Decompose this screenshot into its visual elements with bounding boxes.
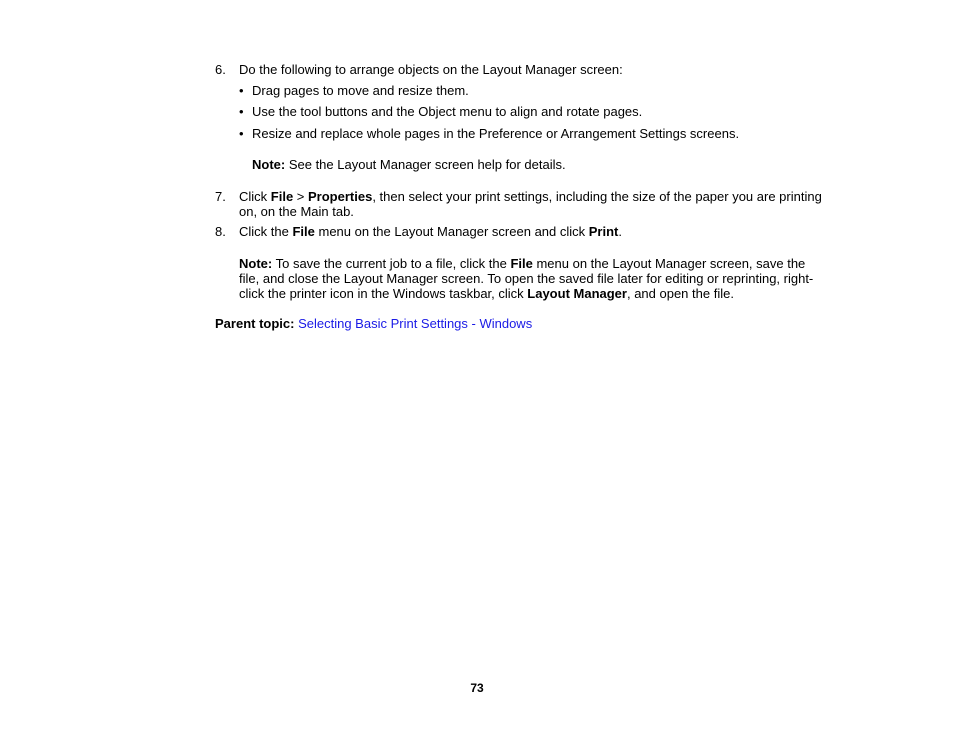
bullet-text: Drag pages to move and resize them.: [252, 83, 469, 98]
step-number: 8.: [215, 224, 226, 239]
bullet-mark: •: [239, 126, 244, 141]
step-text: Click the File menu on the Layout Manager screen and click Print.: [239, 224, 623, 239]
menu-name-file: File: [292, 224, 315, 239]
menu-name-file: File: [510, 256, 533, 271]
menu-item-print: Print: [588, 224, 619, 239]
note-text: See the Layout Manager screen help for details.: [285, 157, 566, 172]
step-number: 7.: [215, 189, 226, 204]
step-text: Do the following to arrange objects on the Layout Manager screen:: [239, 62, 623, 77]
parent-topic-label: Parent topic:: [215, 316, 295, 331]
bullet-text: Resize and replace whole pages in the Preference or Arrangement Settings screens.: [252, 126, 740, 141]
bullet-mark: •: [239, 104, 244, 119]
page-number: 73: [470, 681, 484, 695]
note-label: Note:: [239, 256, 273, 271]
bullet-mark: •: [239, 83, 244, 98]
menu-name-file: File: [270, 189, 294, 204]
note-label: Note:: [252, 157, 286, 172]
note-layout-help: [252, 157, 812, 172]
parent-topic: [215, 316, 815, 331]
menu-item-layout-manager: Layout Manager: [527, 286, 627, 301]
note-save-job: Note: To save the current job to a file, click the File menu on the Layout Manager screen, save the file, and close the Layout Manager screen. To open the saved file later for editing or reprinting, right-click the printer icon in the Windows taskbar, click Layout Manager, and open the file.: [239, 256, 814, 301]
step-number: 6.: [215, 62, 226, 77]
step-text: Click File > Properties, then select your print settings, including the size of the paper you are printing on, on the Main tab.: [239, 189, 822, 219]
menu-item-properties: Properties: [308, 189, 373, 204]
parent-topic-link[interactable]: Selecting Basic Print Settings - Windows: [298, 316, 533, 331]
bullet-text: Use the tool buttons and the Object menu to align and rotate pages.: [252, 104, 643, 119]
